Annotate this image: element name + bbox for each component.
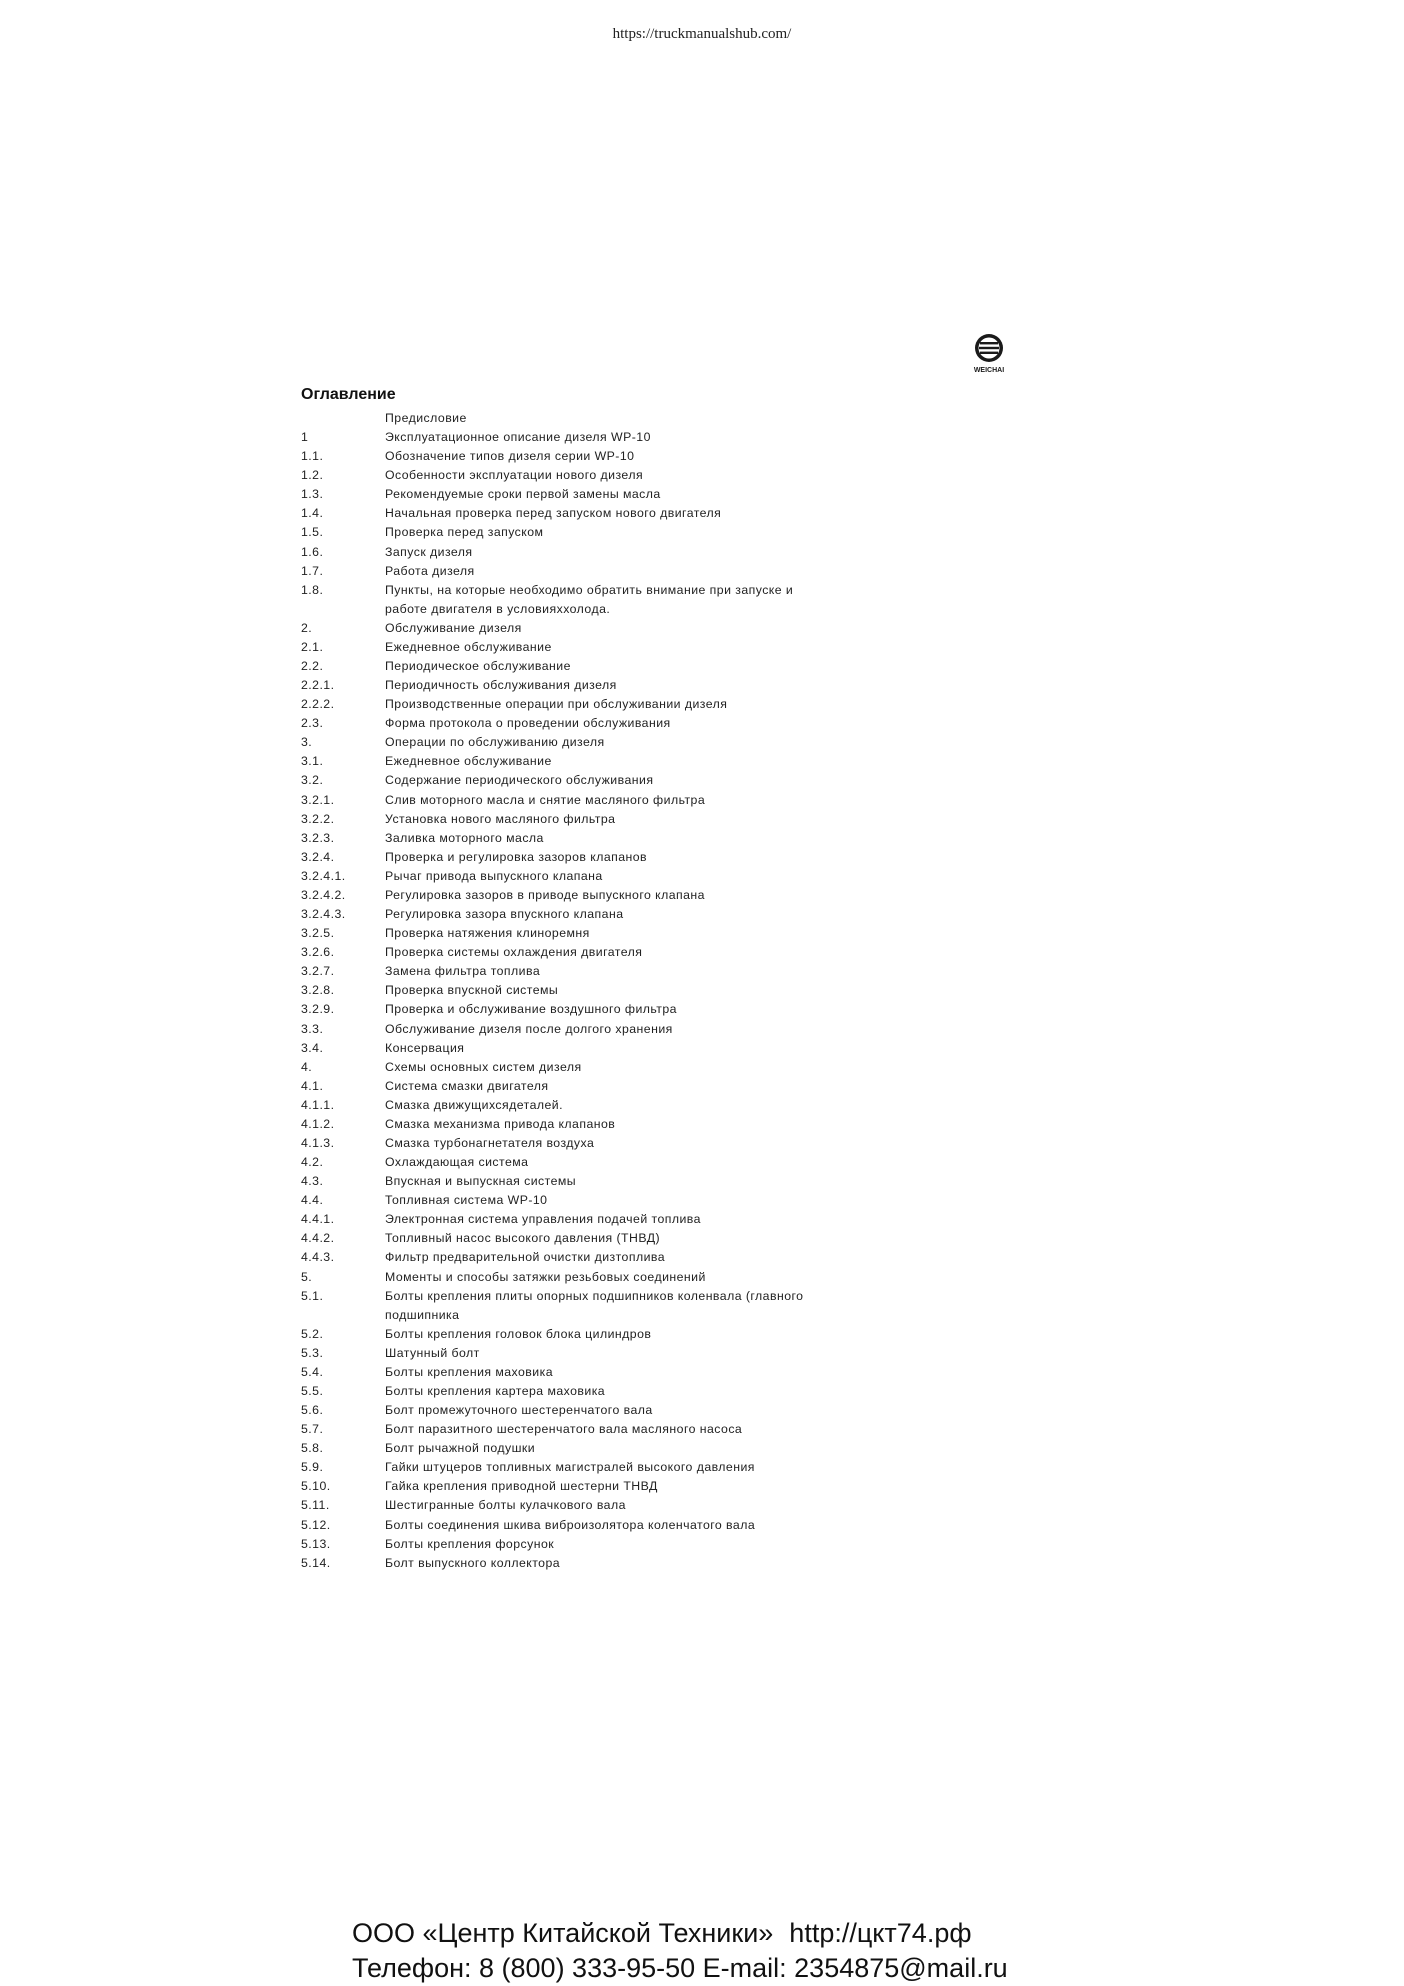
toc-entry-title: Топливная система WP-10 <box>385 1193 548 1208</box>
toc-entry-title: Обслуживание дизеля после долгого хранения <box>385 1021 673 1036</box>
toc-entry-number <box>301 600 385 619</box>
toc-entry[interactable] <box>301 981 941 1000</box>
toc-entry-title: работе двигателя в условияххолода. <box>385 601 611 616</box>
toc-entry[interactable] <box>301 1058 941 1077</box>
toc-entry[interactable] <box>301 791 941 810</box>
toc-title: Оглавление <box>301 386 396 403</box>
toc-entry[interactable] <box>301 600 941 619</box>
toc-entry[interactable] <box>301 886 941 905</box>
toc-entry-number: 4.1.3. <box>301 1135 335 1150</box>
toc-entry-number: 3.4. <box>301 1040 324 1055</box>
toc-entry-number: 5.3. <box>301 1345 324 1360</box>
toc-entry-number: 5.14. <box>301 1555 331 1570</box>
toc-entry-number: 5.5. <box>301 1383 324 1398</box>
toc-entry[interactable] <box>301 562 941 581</box>
toc-entry-number <box>301 409 385 428</box>
toc-entry-number: 3.2.2. <box>301 811 335 826</box>
toc-entry-title: Работа дизеля <box>385 563 475 578</box>
toc-entry-title: Начальная проверка перед запуском нового двигателя <box>385 506 722 521</box>
toc-entry-number: 3.2.4.2. <box>301 887 346 902</box>
toc-entry-title: Проверка натяжения клиноремня <box>385 926 590 941</box>
toc-entry[interactable] <box>301 1325 941 1344</box>
toc-entry-number: 3.2.4.1. <box>301 868 346 883</box>
toc-entry-number: 1.6. <box>301 544 324 559</box>
toc-entry-number: 4.4.1. <box>301 1212 335 1227</box>
toc-entry[interactable] <box>301 428 941 447</box>
toc-entry-title: Схемы основных систем дизеля <box>385 1059 582 1074</box>
toc-entry[interactable] <box>301 1420 941 1439</box>
toc-entry[interactable] <box>301 581 941 600</box>
toc-entry[interactable] <box>301 810 941 829</box>
toc-entry[interactable] <box>301 1516 941 1535</box>
toc-entry[interactable] <box>301 466 941 485</box>
toc-entry-title: Ежедневное обслуживание <box>385 639 552 654</box>
toc-entry-number: 5. <box>301 1269 313 1284</box>
toc-entry-title: Гайка крепления приводной шестерни ТНВД <box>385 1479 658 1494</box>
toc-entry[interactable] <box>301 1020 941 1039</box>
toc-entry[interactable] <box>301 1153 941 1172</box>
toc-entry[interactable] <box>301 409 941 428</box>
toc-entry-title: Замена фильтра топлива <box>385 964 541 979</box>
toc-entry-title: Система смазки двигателя <box>385 1078 549 1093</box>
toc-entry-number: 3. <box>301 735 313 750</box>
toc-entry[interactable] <box>301 1401 941 1420</box>
toc-entry-number: 2.1. <box>301 639 324 654</box>
toc-entry-title: Пункты, на которые необходимо обратить внимание при запуске и <box>385 582 794 597</box>
toc-entry-number: 5.8. <box>301 1441 324 1456</box>
toc-entry-title: Установка нового масляного фильтра <box>385 811 616 826</box>
toc-entry-number: 2.2. <box>301 659 324 674</box>
toc-entry-title: Периодичность обслуживания дизеля <box>385 678 617 693</box>
toc-entry-number: 3.2.3. <box>301 830 335 845</box>
toc-entry-title: Операции по обслуживанию дизеля <box>385 735 605 750</box>
toc-entry-title: Болты крепления плиты опорных подшипников коленвала (главного <box>385 1288 804 1303</box>
footer <box>352 1916 1008 1986</box>
toc-entry-title: Проверка и обслуживание воздушного фильтра <box>385 1002 677 1017</box>
toc-entry-number: 5.6. <box>301 1403 324 1418</box>
weichai-logo <box>970 332 1010 374</box>
toc-entry-title: Проверка впускной системы <box>385 983 559 998</box>
toc-entry-number: 3.2.6. <box>301 945 335 960</box>
toc-entry-number: 5.4. <box>301 1364 324 1379</box>
footer-contact-line: Телефон: 8 (800) 333-95-50 E-mail: 2354875@mail.ru <box>352 1953 1008 1983</box>
toc-entry[interactable] <box>301 447 941 466</box>
toc-entry-title: Обслуживание дизеля <box>385 620 522 635</box>
toc-entry-number: 4. <box>301 1059 313 1074</box>
toc-entry-number: 3.2.7. <box>301 964 335 979</box>
toc-entry[interactable] <box>301 657 941 676</box>
toc-entry-number: 5.12. <box>301 1517 331 1532</box>
toc-entry-number: 1 <box>301 430 309 445</box>
toc-entry[interactable] <box>301 543 941 562</box>
toc-entry-number: 1.5. <box>301 525 324 540</box>
footer-site-link[interactable]: http://цкт74.рф <box>789 1918 972 1948</box>
toc-entry-number <box>301 1306 385 1325</box>
toc-entry-title: Болт промежуточного шестеренчатого вала <box>385 1403 653 1418</box>
toc-entry[interactable] <box>301 638 941 657</box>
toc-entry-title: Периодическое обслуживание <box>385 659 571 674</box>
toc-entry[interactable] <box>301 1115 941 1134</box>
toc-entry-number: 2.3. <box>301 716 324 731</box>
toc-entry-title: Смазка турбонагнетателя воздуха <box>385 1135 595 1150</box>
toc-entry-title: Электронная система управления подачей топлива <box>385 1212 701 1227</box>
toc-entry-number: 5.10. <box>301 1479 331 1494</box>
toc-entry-number: 4.1.1. <box>301 1097 335 1112</box>
toc-entry[interactable] <box>301 1287 941 1306</box>
toc-entry[interactable] <box>301 1096 941 1115</box>
toc-entry[interactable] <box>301 1000 941 1019</box>
toc-entry-number: 5.13. <box>301 1536 331 1551</box>
toc-entry[interactable] <box>301 1077 941 1096</box>
toc-entry-title: Производственные операции при обслуживании дизеля <box>385 697 728 712</box>
toc-entry-number: 4.4.2. <box>301 1231 335 1246</box>
toc-entry-number: 4.3. <box>301 1174 324 1189</box>
toc-entry[interactable] <box>301 1344 941 1363</box>
toc-entry-number: 5.7. <box>301 1422 324 1437</box>
table-of-contents <box>301 409 941 1573</box>
toc-entry[interactable] <box>301 924 941 943</box>
toc-entry-number: 1.8. <box>301 582 324 597</box>
toc-entry-number: 3.3. <box>301 1021 324 1036</box>
toc-entry-number: 1.3. <box>301 487 324 502</box>
toc-entry-title: Особенности эксплуатации нового дизеля <box>385 468 644 483</box>
toc-entry-title: Предисловие <box>385 411 467 425</box>
toc-entry-number: 4.1.2. <box>301 1116 335 1131</box>
toc-entry-title: Обозначение типов дизеля серии WP-10 <box>385 449 635 464</box>
toc-entry-title: Рекомендуемые сроки первой замены масла <box>385 487 661 502</box>
toc-entry-title: Болт паразитного шестеренчатого вала масляного насоса <box>385 1422 743 1437</box>
toc-entry-number: 3.2.4.3. <box>301 907 346 922</box>
toc-entry[interactable] <box>301 1248 941 1267</box>
toc-entry[interactable] <box>301 1363 941 1382</box>
toc-entry-title: Болты крепления форсунок <box>385 1536 555 1551</box>
toc-entry[interactable] <box>301 905 941 924</box>
toc-entry-number: 2.2.2. <box>301 697 335 712</box>
toc-entry[interactable] <box>301 485 941 504</box>
toc-entry[interactable] <box>301 714 941 733</box>
toc-entry-number: 1.1. <box>301 449 324 464</box>
toc-entry-title: Форма протокола о проведении обслуживания <box>385 716 671 731</box>
toc-entry-title: Проверка и регулировка зазоров клапанов <box>385 849 648 864</box>
toc-entry-number: 4.4.3. <box>301 1250 335 1265</box>
toc-entry[interactable] <box>301 867 941 886</box>
source-url[interactable]: https://truckmanualshub.com/ <box>612 26 792 42</box>
toc-entry[interactable] <box>301 619 941 638</box>
toc-entry-title: Консервация <box>385 1040 465 1055</box>
toc-entry[interactable] <box>301 504 941 523</box>
toc-entry-title: Шатунный болт <box>385 1345 480 1360</box>
toc-entry[interactable] <box>301 1477 941 1496</box>
toc-entry-title: Регулировка зазора впускного клапана <box>385 907 624 922</box>
toc-entry[interactable] <box>301 676 941 695</box>
toc-entry-title: Фильтр предварительной очистки дизтоплива <box>385 1250 666 1265</box>
toc-entry-title: Охлаждающая система <box>385 1155 529 1170</box>
toc-entry-title: Проверка перед запуском <box>385 525 544 540</box>
toc-entry-title: Болты крепления головок блока цилиндров <box>385 1326 652 1341</box>
toc-entry-title: Проверка системы охлаждения двигателя <box>385 945 643 960</box>
toc-entry[interactable] <box>301 1439 941 1458</box>
toc-entry-title: Запуск дизеля <box>385 544 473 559</box>
toc-entry[interactable] <box>301 1039 941 1058</box>
toc-entry-number: 4.1. <box>301 1078 324 1093</box>
toc-entry-number: 2. <box>301 620 313 635</box>
toc-entry[interactable] <box>301 1210 941 1229</box>
toc-entry-number: 3.2.4. <box>301 849 335 864</box>
toc-entry[interactable] <box>301 1268 941 1287</box>
toc-entry-number: 5.9. <box>301 1460 324 1475</box>
toc-entry-number: 5.11. <box>301 1498 330 1513</box>
toc-entry-number: 3.2.9. <box>301 1002 335 1017</box>
toc-entry-title: Шестигранные болты кулачкового вала <box>385 1498 626 1513</box>
toc-entry-title: Болт рычажной подушки <box>385 1441 536 1456</box>
toc-entry-title: Болты крепления картера маховика <box>385 1383 606 1398</box>
toc-entry-title: подшипника <box>385 1307 460 1322</box>
toc-entry-number: 5.1. <box>301 1288 324 1303</box>
toc-entry-title: Смазка движущихсядеталей. <box>385 1097 563 1112</box>
toc-entry[interactable] <box>301 733 941 752</box>
toc-entry-title: Содержание периодического обслуживания <box>385 773 654 788</box>
toc-entry[interactable] <box>301 1496 941 1515</box>
toc-entry[interactable] <box>301 829 941 848</box>
toc-entry[interactable] <box>301 523 941 542</box>
toc-entry-title: Заливка моторного масла <box>385 830 544 845</box>
toc-entry-number: 3.2.5. <box>301 926 335 941</box>
toc-entry[interactable] <box>301 1458 941 1477</box>
toc-entry[interactable] <box>301 1229 941 1248</box>
toc-entry-title: Моменты и способы затяжки резьбовых соединений <box>385 1269 706 1284</box>
toc-entry-number: 2.2.1. <box>301 678 335 693</box>
toc-entry-title: Впускная и выпускная системы <box>385 1174 577 1189</box>
toc-entry-number: 1.7. <box>301 563 324 578</box>
toc-entry-title: Рычаг привода выпускного клапана <box>385 868 603 883</box>
toc-entry-title: Регулировка зазоров в приводе выпускного клапана <box>385 887 705 902</box>
toc-entry-number: 1.4. <box>301 506 324 521</box>
toc-entry[interactable] <box>301 1535 941 1554</box>
toc-entry-title: Ежедневное обслуживание <box>385 754 552 769</box>
toc-entry[interactable] <box>301 771 941 790</box>
toc-entry[interactable] <box>301 1306 941 1325</box>
logo-text: WEICHAI <box>973 367 1005 374</box>
footer-company: ООО «Центр Китайской Техники» <box>352 1918 774 1948</box>
toc-entry-title: Топливный насос высокого давления (ТНВД) <box>385 1231 661 1246</box>
toc-entry-title: Болт выпускного коллектора <box>385 1555 561 1570</box>
toc-entry-number: 3.1. <box>301 754 324 769</box>
toc-entry-number: 3.2.8. <box>301 983 335 998</box>
toc-entry-number: 3.2.1. <box>301 792 335 807</box>
toc-entry-number: 1.2. <box>301 468 324 483</box>
toc-entry-number: 3.2. <box>301 773 324 788</box>
toc-entry-number: 5.2. <box>301 1326 324 1341</box>
toc-entry[interactable] <box>301 1382 941 1401</box>
toc-entry-title: Слив моторного масла и снятие масляного фильтра <box>385 792 706 807</box>
toc-entry-number: 4.4. <box>301 1193 324 1208</box>
toc-entry-number: 4.2. <box>301 1155 324 1170</box>
toc-entry[interactable] <box>301 943 941 962</box>
footer-company-line <box>352 1916 1008 1951</box>
toc-entry-title: Смазка механизма привода клапанов <box>385 1116 616 1131</box>
toc-entry[interactable] <box>301 1134 941 1153</box>
toc-entry[interactable] <box>301 695 941 714</box>
toc-entry-title: Болты крепления маховика <box>385 1364 553 1379</box>
toc-entry[interactable] <box>301 848 941 867</box>
toc-entry[interactable] <box>301 962 941 981</box>
toc-entry-title: Эксплуатационное описание дизеля WP-10 <box>385 430 651 445</box>
toc-entry[interactable] <box>301 1172 941 1191</box>
toc-entry[interactable] <box>301 752 941 771</box>
toc-entry[interactable] <box>301 1191 941 1210</box>
toc-entry[interactable] <box>301 1554 941 1573</box>
toc-entry-title: Болты соединения шкива виброизолятора коленчатого вала <box>385 1517 756 1532</box>
toc-entry-title: Гайки штуцеров топливных магистралей высокого давления <box>385 1460 755 1475</box>
